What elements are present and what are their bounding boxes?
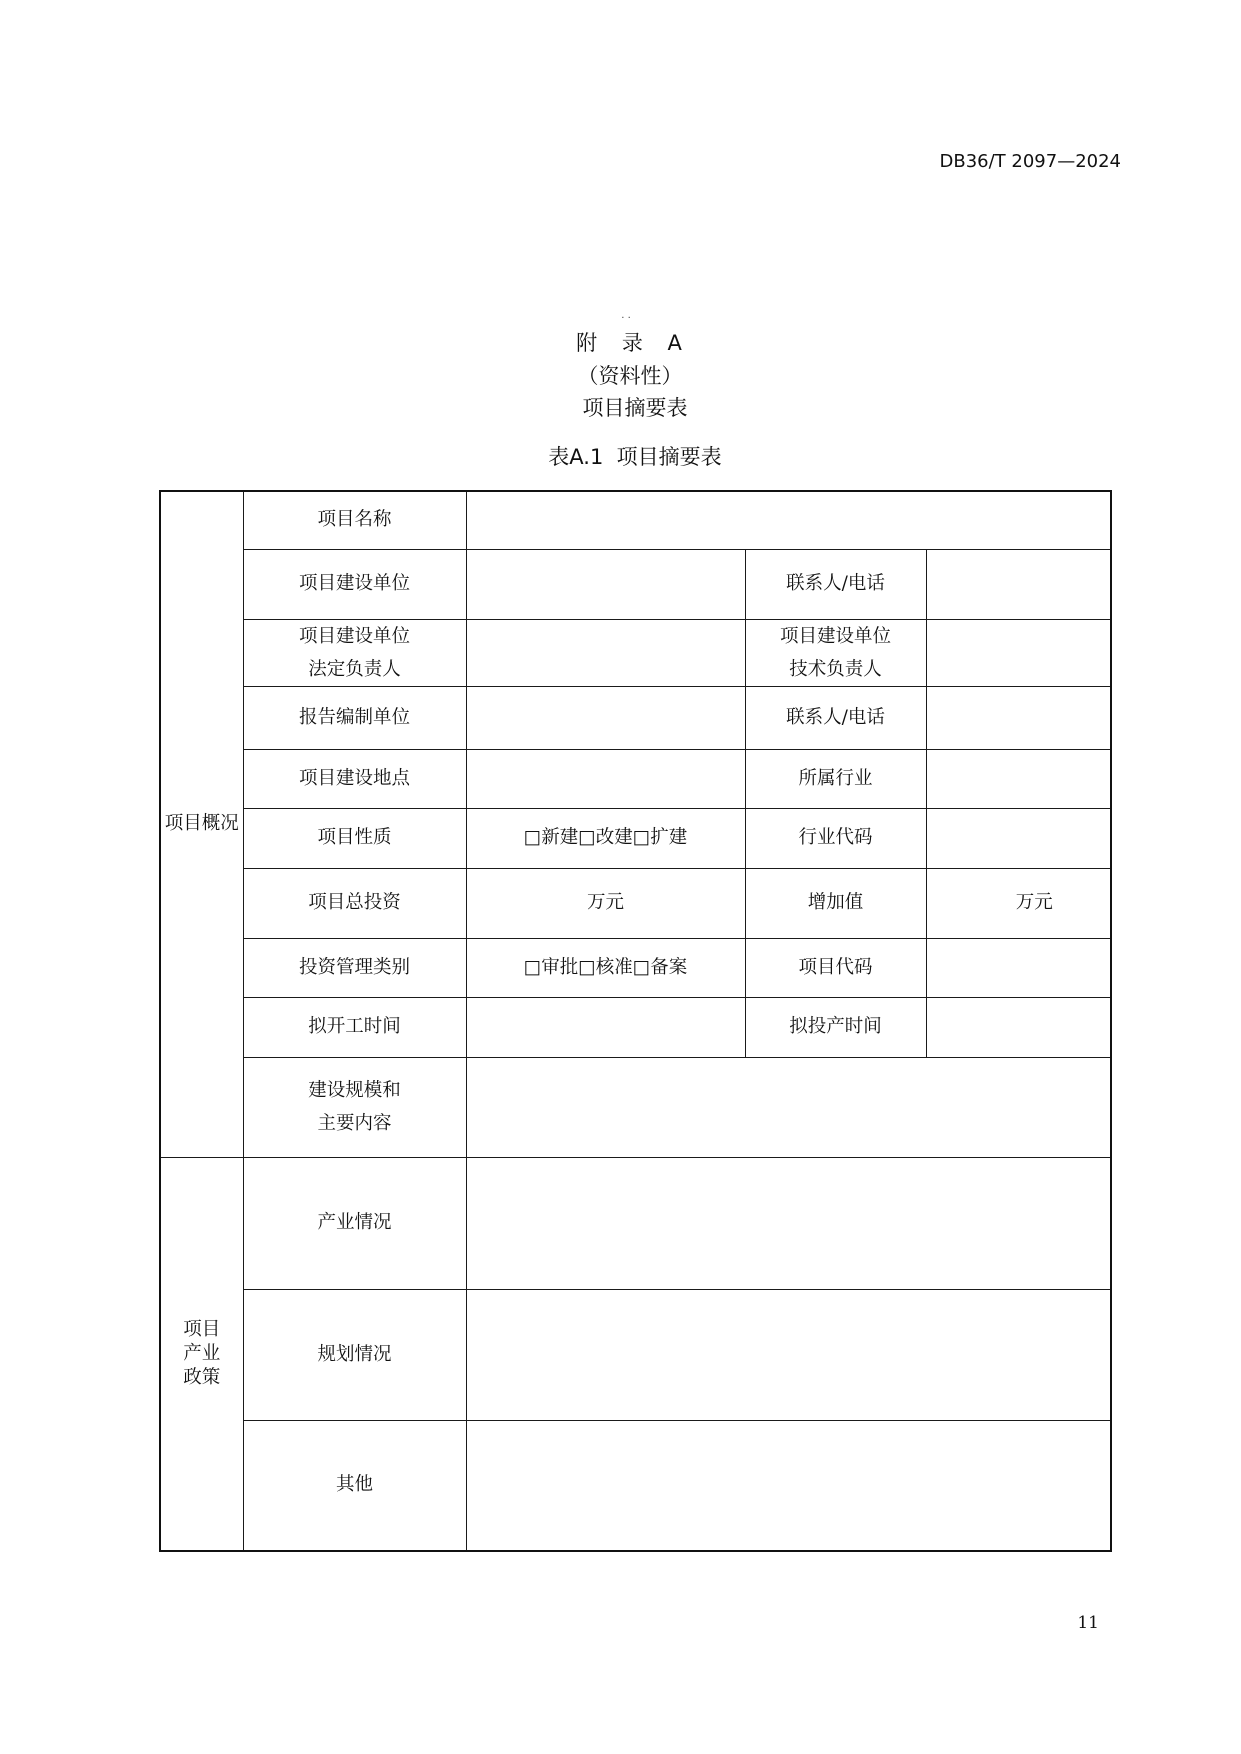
table-row — [160, 549, 1111, 619]
label-project-name: 项目名称 — [243, 491, 466, 549]
project-summary-table — [159, 490, 1112, 1552]
table-row — [160, 868, 1111, 938]
label-report-contact-phone: 联系人/电话 — [745, 686, 926, 749]
label-construction-unit: 项目建设单位 — [243, 549, 466, 619]
label-line: 建设规模和 — [308, 1080, 401, 1101]
table-row — [160, 749, 1111, 808]
section-overview-label: 项目概况 — [164, 813, 239, 835]
table-row — [160, 938, 1111, 997]
label-planned-start: 拟开工时间 — [243, 997, 466, 1057]
label-construction-site: 项目建设地点 — [243, 749, 466, 808]
value-planned-production — [926, 997, 1111, 1057]
value-construction-site — [466, 749, 745, 808]
label-industry-status: 产业情况 — [243, 1157, 466, 1289]
label-industry: 所属行业 — [745, 749, 926, 808]
label-scale-and-content — [243, 1057, 466, 1157]
label-line: 法定负责人 — [308, 658, 401, 680]
value-legal-representative — [466, 619, 745, 686]
standard-code-header: DB36/T 2097—2024 — [939, 151, 1121, 172]
section-overview — [160, 491, 243, 1157]
value-planned-start — [466, 997, 745, 1057]
table-row — [160, 686, 1111, 749]
value-industry-status — [466, 1157, 1111, 1289]
value-industry — [926, 749, 1111, 808]
label-legal-representative — [243, 619, 466, 686]
table-caption: 表A.1 项目摘要表 — [548, 445, 722, 469]
value-project-nature-options: □新建□改建□扩建 — [466, 808, 745, 868]
table-row — [160, 491, 1111, 549]
value-technical-lead — [926, 619, 1111, 686]
section-label-line: 政策 — [183, 1366, 221, 1388]
section-industry-policy — [160, 1157, 243, 1551]
value-other — [466, 1420, 1111, 1551]
value-planning-status — [466, 1289, 1111, 1420]
table-row — [160, 1157, 1111, 1289]
label-line: 主要内容 — [317, 1113, 392, 1134]
label-investment-category: 投资管理类别 — [243, 938, 466, 997]
value-investment-category-options: □审批□核准□备案 — [466, 938, 745, 997]
label-total-investment: 项目总投资 — [243, 868, 466, 938]
section-label-line: 产业 — [183, 1342, 221, 1364]
value-industry-code — [926, 808, 1111, 868]
table-row — [160, 619, 1111, 686]
top-marks: . . — [621, 310, 631, 321]
label-planning-status: 规划情况 — [243, 1289, 466, 1420]
label-added-value: 增加值 — [745, 868, 926, 938]
value-project-code — [926, 938, 1111, 997]
table-row — [160, 997, 1111, 1057]
label-contact-phone: 联系人/电话 — [745, 549, 926, 619]
appendix-heading: 附 录 A — [576, 331, 682, 355]
table-row — [160, 1289, 1111, 1420]
page-number: 11 — [1077, 1613, 1099, 1633]
table-row — [160, 1057, 1111, 1157]
value-report-contact-phone — [926, 686, 1111, 749]
label-project-nature: 项目性质 — [243, 808, 466, 868]
value-construction-unit — [466, 549, 745, 619]
appendix-nature: （资料性） — [577, 364, 683, 388]
value-scale-and-content — [466, 1057, 1111, 1157]
table-row — [160, 1420, 1111, 1551]
table-row — [160, 808, 1111, 868]
appendix-title: 项目摘要表 — [582, 396, 688, 420]
label-line: 项目建设单位 — [298, 625, 410, 647]
label-other: 其他 — [243, 1420, 466, 1551]
section-label-line: 项目 — [183, 1318, 221, 1340]
value-total-investment-unit: 万元 — [466, 868, 745, 938]
label-report-unit: 报告编制单位 — [243, 686, 466, 749]
label-industry-code: 行业代码 — [745, 808, 926, 868]
value-project-name — [466, 491, 1111, 549]
value-added-value-unit: 万元 — [926, 868, 1111, 938]
label-line: 技术负责人 — [789, 658, 882, 680]
label-planned-production: 拟投产时间 — [745, 997, 926, 1057]
label-technical-lead — [745, 619, 926, 686]
label-project-code: 项目代码 — [745, 938, 926, 997]
value-contact-phone — [926, 549, 1111, 619]
label-line: 项目建设单位 — [779, 625, 891, 647]
value-report-unit — [466, 686, 745, 749]
